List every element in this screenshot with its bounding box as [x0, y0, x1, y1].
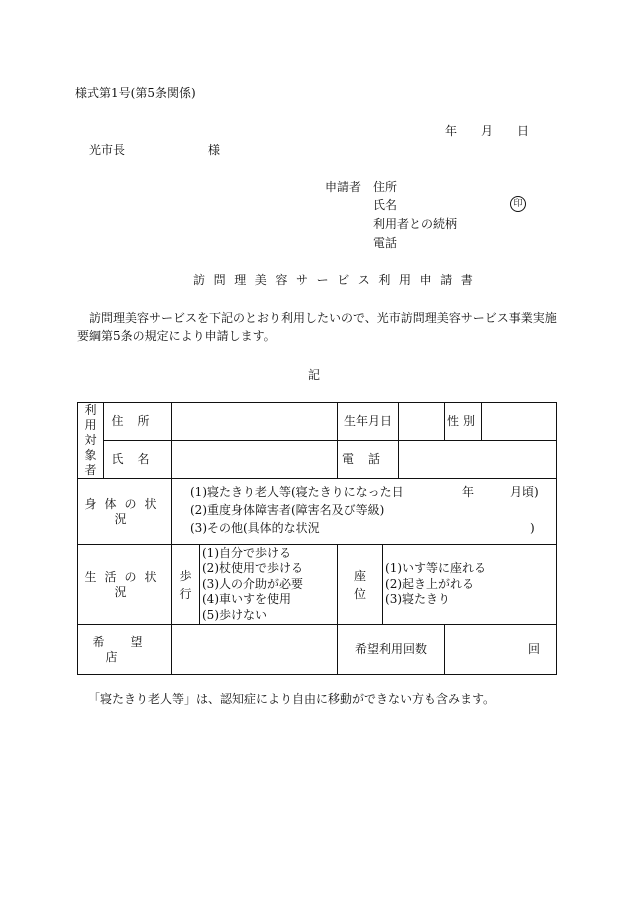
sitting-option[interactable]: (1)いす等に座れる — [385, 561, 487, 576]
table-row — [78, 625, 557, 675]
applicant-label: 申請者 — [325, 180, 362, 194]
body-option-3[interactable]: (3)その他(具体的な状況 — [190, 520, 320, 535]
store-label: 希望店 — [78, 625, 172, 675]
body-option-2[interactable]: (2)重度身体障害者(障害名及び等級) — [190, 502, 385, 517]
store-value-cell[interactable] — [172, 625, 338, 675]
table-row — [78, 545, 557, 625]
sex-value-cell[interactable] — [482, 403, 557, 441]
sitting-options[interactable] — [383, 545, 557, 625]
seal-mark: 印 — [510, 196, 526, 212]
address-label-cell: 住所 — [104, 403, 172, 441]
body-option-1[interactable]: (1)寝たきり老人等(寝たきりになった日 — [190, 484, 404, 499]
table-row — [78, 403, 557, 441]
life-condition-label: 生活の状況 — [78, 545, 172, 625]
application-table — [77, 402, 557, 675]
body-option-3-close: ) — [530, 520, 535, 535]
applicant-relationship: 利用者との続柄 — [373, 217, 458, 231]
walking-option[interactable]: (2)杖使用で歩ける — [202, 561, 303, 576]
walking-options[interactable] — [200, 545, 338, 625]
birth-value-cell[interactable] — [399, 403, 445, 441]
name-value-cell[interactable] — [172, 441, 338, 479]
walking-option[interactable]: (5)歩けない — [202, 607, 267, 622]
sitting-option[interactable]: (2)起き上がれる — [385, 576, 475, 591]
sitting-label: 座 位 — [338, 545, 383, 625]
name-label-cell: 氏名 — [104, 441, 172, 479]
footnote: 「寝たきり老人等」は、認知症により自由に移動ができない方も含みます。 — [88, 692, 496, 706]
sex-label-cell: 性別 — [445, 403, 482, 441]
address-value-cell[interactable] — [172, 403, 338, 441]
walking-option[interactable]: (3)人の介助が必要 — [202, 576, 303, 591]
applicant-phone: 電話 — [373, 236, 398, 250]
document-title: 訪問理美容サービス利用申請書 — [193, 273, 482, 287]
body-text-line2: 要綱第5条の規定により申請します。 — [77, 329, 276, 343]
addressee: 光市長 — [89, 143, 126, 157]
date-year: 年 — [445, 124, 458, 138]
honorific: 様 — [208, 143, 221, 157]
sitting-option[interactable]: (3)寝たきり — [385, 592, 451, 607]
date-month: 月 — [481, 124, 494, 138]
body-condition-label: 身体の状況 — [78, 479, 172, 545]
ki-label: 記 — [308, 368, 321, 382]
table-row — [78, 441, 557, 479]
walking-option[interactable]: (4)車いすを使用 — [202, 592, 291, 607]
body-option-1-month: 月頃) — [510, 484, 539, 499]
applicant-name: 氏名 — [373, 198, 398, 212]
phone-label-cell: 電話 — [338, 441, 399, 479]
body-option-1-year: 年 — [462, 484, 475, 499]
date-day: 日 — [517, 124, 530, 138]
phone-value-cell[interactable] — [399, 441, 557, 479]
applicant-address: 住所 — [373, 180, 398, 194]
times-unit: 回 — [528, 642, 541, 656]
table-row — [78, 479, 557, 545]
walking-option[interactable]: (1)自分で歩ける — [202, 545, 291, 560]
frequency-value-cell[interactable] — [445, 625, 557, 675]
subject-label: 利 用 対 象 者 — [78, 403, 104, 479]
frequency-label: 希望利用回数 — [338, 625, 445, 675]
birth-label-cell: 生年月日 — [338, 403, 399, 441]
body-condition-options[interactable] — [172, 479, 557, 545]
form-number: 様式第1号(第5条関係) — [75, 86, 196, 100]
walking-label: 歩 行 — [172, 545, 200, 625]
body-text-line1: 訪問理美容サービスを下記のとおり利用したいので、光市訪問理美容サービス事業実施 — [89, 311, 557, 325]
